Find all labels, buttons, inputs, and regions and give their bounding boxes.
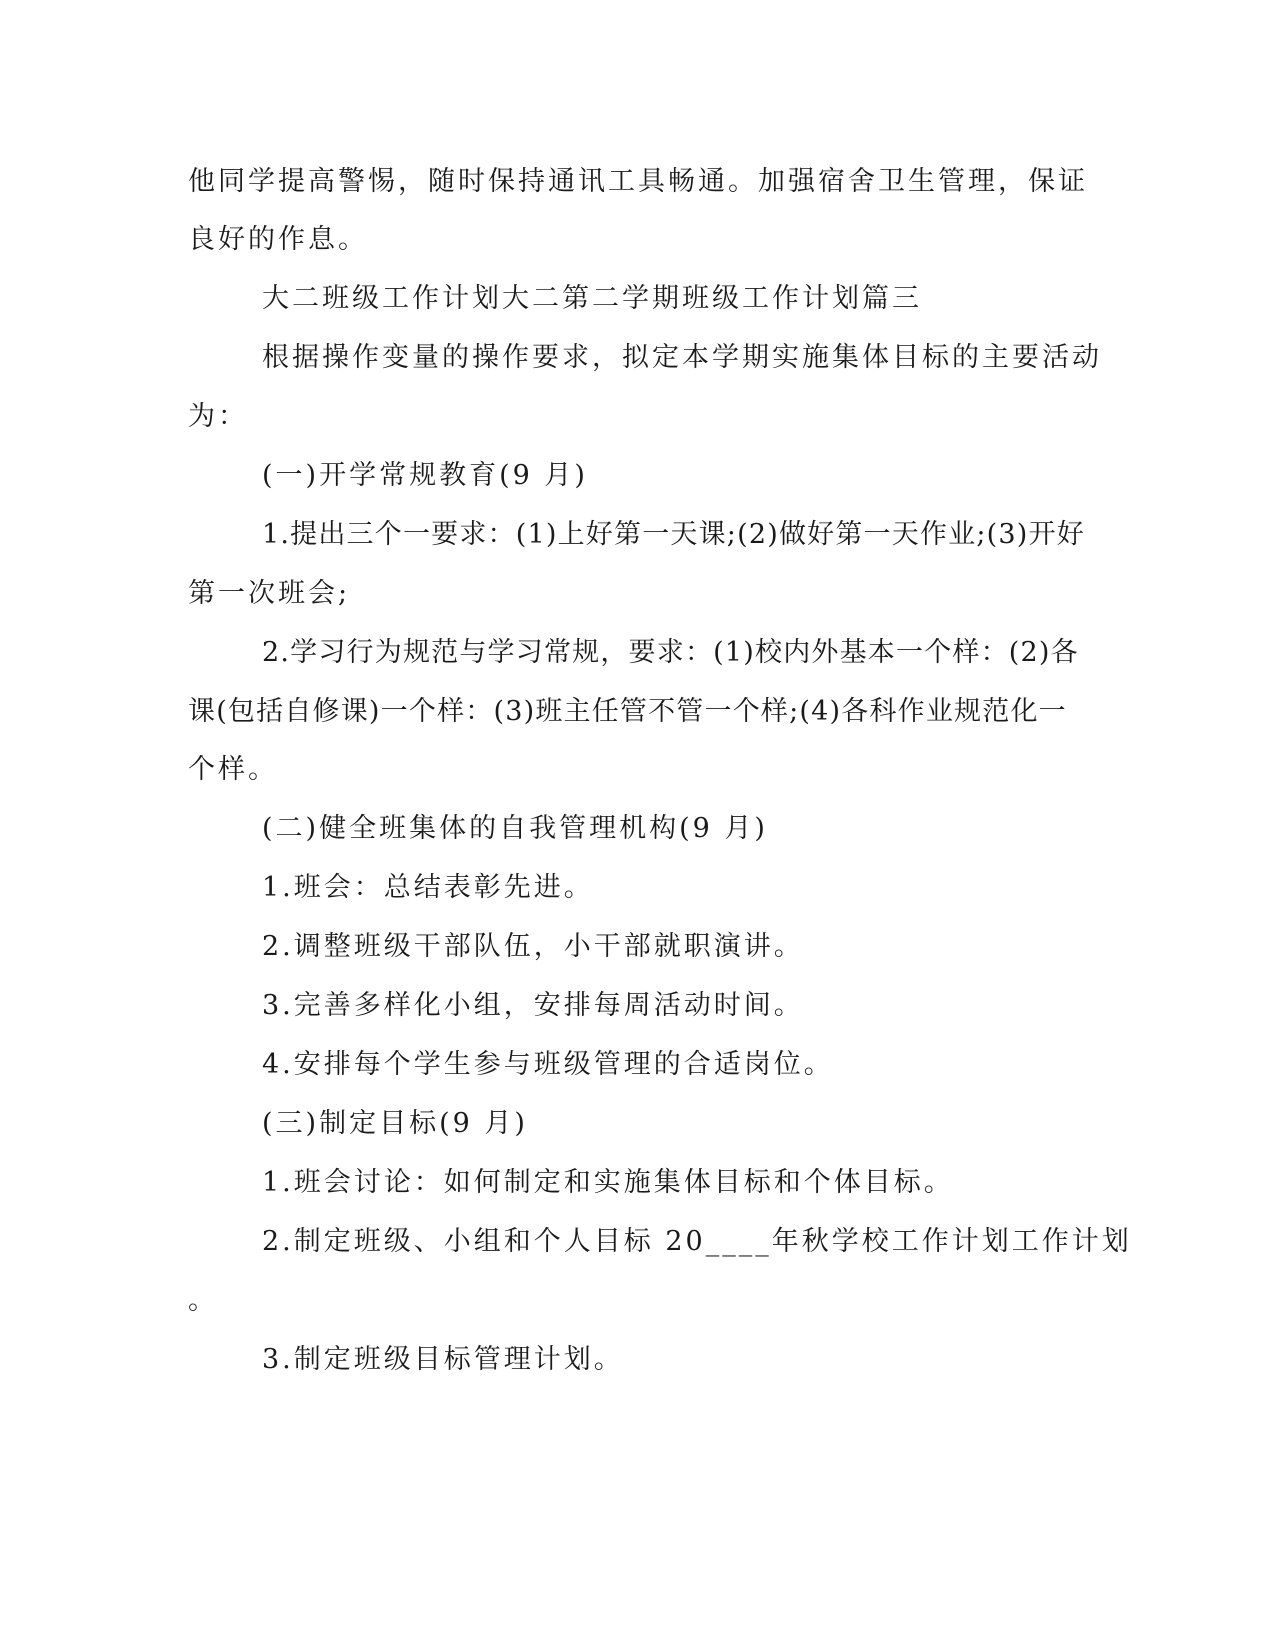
subsection-heading: (二)健全班集体的自我管理机构(9 月) [262,813,768,844]
paragraph-line: 个样。 [188,754,278,785]
subsection-heading: (三)制定目标(9 月) [262,1108,528,1139]
list-item: 4.安排每个学生参与班级管理的合适岗位。 [262,1049,834,1080]
list-item: 2.调整班级干部队伍，小干部就职演讲。 [262,931,804,962]
list-item: 1.班会讨论：如何制定和实施集体目标和个体目标。 [262,1167,954,1198]
section-heading: 大二班级工作计划大二第二学期班级工作计划篇三 [262,283,922,314]
list-item: 1.提出三个一要求：(1)上好第一天课;(2)做好第一天作业;(3)开好 [262,519,1085,550]
paragraph-line: 课(包括自修课)一个样：(3)班主任管不管一个样;(4)各科作业规范化一 [188,696,1067,727]
list-item: 3.制定班级目标管理计划。 [262,1344,624,1375]
paragraph-line: 第一次班会; [188,578,351,609]
list-item: 1.班会：总结表彰先进。 [262,872,594,903]
paragraph-line: 为： [188,401,248,432]
paragraph-line: 。 [188,1285,218,1316]
list-item: 3.完善多样化小组，安排每周活动时间。 [262,990,804,1021]
list-item: 2.制定班级、小组和个人目标 20____年秋学校工作计划工作计划 [262,1226,1132,1257]
paragraph-line: 良好的作息。 [188,224,368,255]
subsection-heading: (一)开学常规教育(9 月) [262,460,588,491]
list-item: 2.学习行为规范与学习常规，要求：(1)校内外基本一个样：(2)各 [262,637,1079,668]
paragraph-line: 他同学提高警惕，随时保持通讯工具畅通。加强宿舍卫生管理，保证 [188,166,1088,197]
paragraph-line: 根据操作变量的操作要求，拟定本学期实施集体目标的主要活动 [262,342,1102,373]
